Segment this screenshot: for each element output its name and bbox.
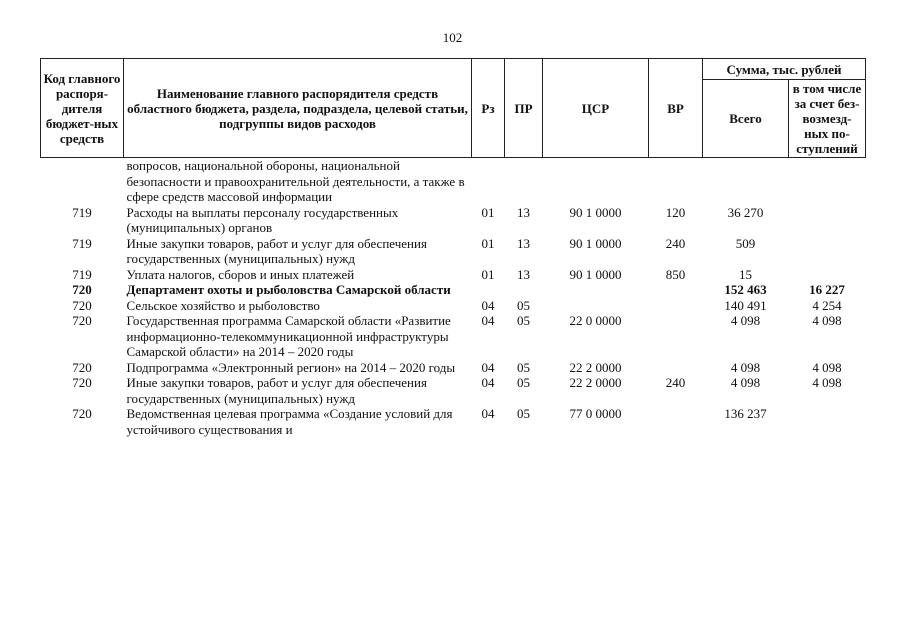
cell-gratis: 4 098 xyxy=(812,375,842,390)
cell-name: Ведомственная целевая программа «Создание условий для устойчивого существования и xyxy=(126,406,453,437)
cell-rz: 01 xyxy=(481,235,495,251)
cell-pr: 05 xyxy=(517,375,530,390)
cell-total: 152 463 xyxy=(724,282,767,297)
cell-rz xyxy=(472,282,505,298)
budget-table xyxy=(40,58,866,437)
cell-rz: 01 xyxy=(481,266,495,282)
header-vr: ВР xyxy=(649,59,703,158)
cell-code: 720 xyxy=(72,406,92,421)
table-row xyxy=(41,375,866,406)
cell-name: Государственная программа Самарской области «Развитие информационно-телекоммуникационной инфраструктуры Самарской области» на 2014 – 2020 годы xyxy=(126,313,451,359)
cell-gratis xyxy=(789,406,866,437)
cell-csr xyxy=(543,298,649,314)
cell-total: 15 xyxy=(739,266,752,282)
table-row xyxy=(41,298,866,314)
cell-vr xyxy=(649,313,703,360)
cell-csr xyxy=(543,158,649,205)
cell-name: Уплата налогов, сборов и иных платежей xyxy=(126,266,355,282)
cell-gratis xyxy=(789,267,866,283)
cell-name: Подпрограмма «Электронный регион» на 2014 – 2020 годы xyxy=(126,359,456,375)
table-row xyxy=(41,406,866,437)
cell-rz: 04 xyxy=(481,359,495,375)
cell-name: Иные закупки товаров, работ и услуг для обеспечения государственных (муниципальных) нужд xyxy=(126,235,427,266)
header-name: Наименование главного распорядителя средств областного бюджета, раздела, подраздела, целевой статьи, подгруппы видов расходов xyxy=(124,59,472,158)
cell-csr: 90 1 0000 xyxy=(569,266,622,282)
cell-gratis xyxy=(789,158,866,205)
cell-gratis xyxy=(789,236,866,267)
cell-vr xyxy=(649,360,703,376)
cell-rz: 01 xyxy=(481,204,495,220)
cell-pr: 05 xyxy=(517,313,530,328)
cell-pr: 13 xyxy=(517,235,530,251)
cell-gratis xyxy=(789,205,866,236)
cell-csr: 90 1 0000 xyxy=(569,235,622,251)
cell-rz: 04 xyxy=(481,313,495,328)
cell-vr xyxy=(649,158,703,205)
cell-pr: 05 xyxy=(517,359,530,375)
cell-rz: 04 xyxy=(481,297,495,313)
cell-code: 719 xyxy=(72,266,92,282)
header-gratis: в том числе за счет без-возмезд-ных по-ступлений xyxy=(789,80,866,158)
cell-vr: 850 xyxy=(665,266,686,282)
cell-csr: 77 0 0000 xyxy=(569,406,622,421)
cell-csr: 22 0 0000 xyxy=(569,313,622,328)
cell-csr: 90 1 0000 xyxy=(569,204,622,220)
cell-total: 509 xyxy=(735,235,756,251)
cell-code: 719 xyxy=(72,204,92,220)
page-number: 102 xyxy=(442,30,463,45)
cell-rz xyxy=(472,158,505,205)
cell-total: 136 237 xyxy=(724,406,767,421)
cell-vr xyxy=(649,282,703,298)
cell-gratis: 4 254 xyxy=(812,297,842,313)
cell-total: 4 098 xyxy=(730,375,761,390)
cell-pr xyxy=(505,158,543,205)
cell-total xyxy=(703,158,789,205)
cell-csr: 22 2 0000 xyxy=(569,375,622,390)
cell-code: 720 xyxy=(72,359,92,375)
cell-pr xyxy=(505,282,543,298)
cell-code: 720 xyxy=(72,313,92,328)
cell-code xyxy=(41,158,124,205)
header-sum: Сумма, тыс. рублей xyxy=(703,59,866,80)
cell-vr xyxy=(649,406,703,437)
table-row xyxy=(41,205,866,236)
cell-csr: 22 2 0000 xyxy=(569,359,622,375)
cell-vr: 240 xyxy=(665,235,686,251)
cell-pr: 05 xyxy=(517,297,530,313)
cell-name: Иные закупки товаров, работ и услуг для обеспечения государственных (муниципальных) нужд xyxy=(126,375,427,406)
cell-code: 720 xyxy=(72,375,92,390)
header-csr: ЦСР xyxy=(543,59,649,158)
cell-gratis: 4 098 xyxy=(812,359,842,375)
cell-pr: 05 xyxy=(517,406,530,421)
header-rz: Рз xyxy=(472,59,505,158)
cell-total: 4 098 xyxy=(730,359,761,375)
table-row xyxy=(41,236,866,267)
cell-total: 36 270 xyxy=(727,204,764,220)
cell-vr xyxy=(649,298,703,314)
cell-pr: 13 xyxy=(517,204,530,220)
cell-total: 140 491 xyxy=(724,297,767,313)
cell-code: 720 xyxy=(72,297,92,313)
cell-csr xyxy=(543,282,649,298)
cell-name: Департамент охоты и рыболовства Самарской области xyxy=(126,282,451,297)
cell-total: 4 098 xyxy=(730,313,761,328)
table-row xyxy=(41,360,866,376)
table-body xyxy=(41,158,866,438)
cell-name: вопросов, национальной обороны, национальной безопасности и правоохранительной деятельности, а также в сфере средств массовой информации xyxy=(126,158,465,204)
header-pr: ПР xyxy=(505,59,543,158)
cell-vr: 240 xyxy=(665,375,686,390)
table-row xyxy=(41,282,866,298)
header-code: Код главного распоря-дителя бюджет-ных средств xyxy=(41,59,124,158)
cell-vr: 120 xyxy=(665,204,686,220)
cell-pr: 13 xyxy=(517,266,530,282)
table-row xyxy=(41,267,866,283)
cell-gratis: 4 098 xyxy=(812,313,842,328)
cell-name: Расходы на выплаты персоналу государственных (муниципальных) органов xyxy=(126,204,399,235)
cell-gratis: 16 227 xyxy=(809,282,845,297)
cell-code: 720 xyxy=(72,282,92,297)
cell-name: Сельское хозяйство и рыболовство xyxy=(126,297,320,313)
table-row xyxy=(41,158,866,205)
cell-rz: 04 xyxy=(481,406,495,421)
cell-code: 719 xyxy=(72,235,92,251)
table-row xyxy=(41,313,866,360)
header-total: Всего xyxy=(703,80,789,158)
cell-rz: 04 xyxy=(481,375,495,390)
